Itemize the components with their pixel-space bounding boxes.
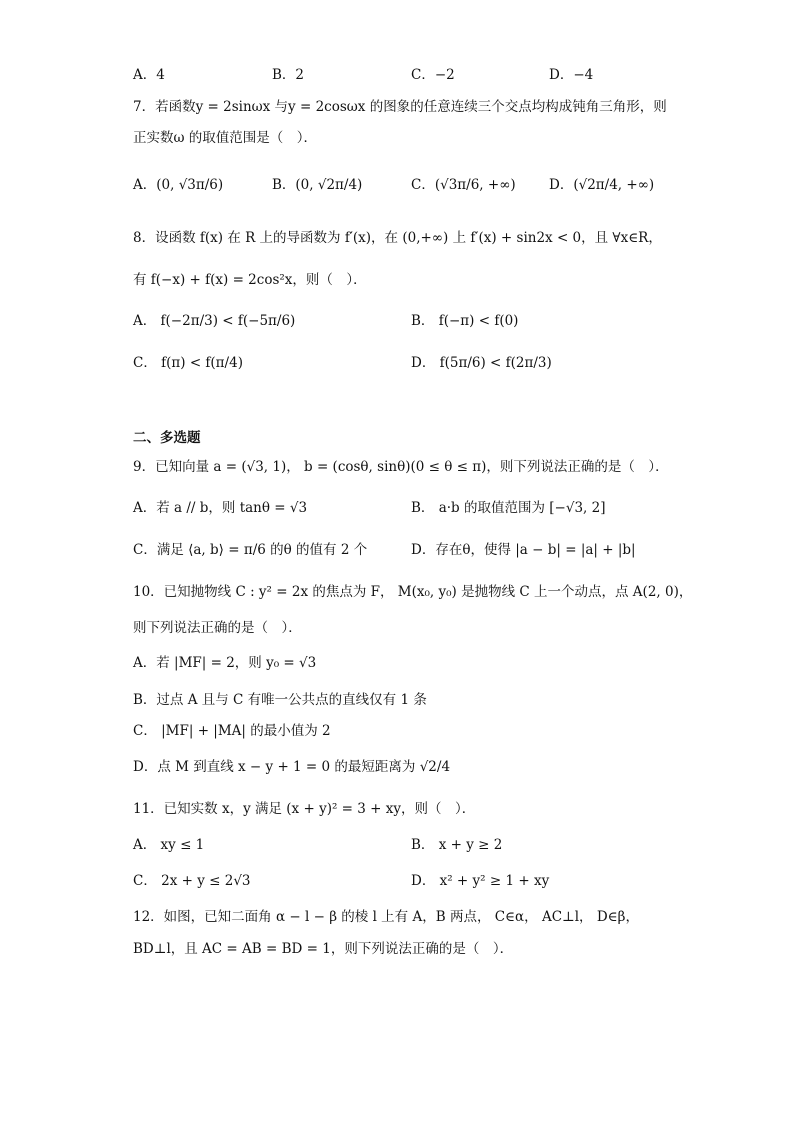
q12-stem-line1: 12．如图，已知二面角 α − l − β 的棱 l 上有 A，B 两点， C∈α， AC⊥l， D∈β， bbox=[133, 909, 639, 925]
q8-option-a: A． f(−2π/3) < f(−5π/6) bbox=[133, 313, 296, 329]
q11-option-d: D． x² + y² ≥ 1 + xy bbox=[411, 873, 550, 889]
q11-option-c: C． 2x + y ≤ 2√3 bbox=[133, 873, 251, 889]
q10-stem-line2: 则下列说法正确的是（ ）． bbox=[133, 620, 302, 636]
q6-option-c: C．−2 bbox=[411, 67, 455, 83]
q9-stem-line1: 9．已知向量 a = (√3, 1)， b = (cosθ, sinθ)(0 ≤ θ ≤ π)，则下列说法正确的是（ ）． bbox=[133, 459, 669, 475]
q11-stem-line1: 11．已知实数 x，y 满足 (x + y)² = 3 + xy，则（ ）． bbox=[133, 801, 476, 817]
q10-stem-line1: 10．已知抛物线 C : y² = 2x 的焦点为 F， M(x₀, y₀) 是抛物线 C 上一个动点，点 A(2, 0)， bbox=[133, 584, 693, 600]
q7-option-c: C．(√3π/6, +∞) bbox=[411, 177, 516, 193]
q7-option-a: A．(0, √3π/6) bbox=[133, 177, 224, 193]
q8-option-d: D． f(5π/6) < f(2π/3) bbox=[411, 355, 552, 371]
section-title: 二、多选题 bbox=[133, 430, 201, 446]
q6-option-d: D．−4 bbox=[549, 67, 594, 83]
q11-option-a: A． xy ≤ 1 bbox=[133, 837, 205, 853]
q7-stem-line2: 正实数ω 的取值范围是（ ）． bbox=[133, 130, 318, 146]
q11-option-b: B． x + y ≥ 2 bbox=[411, 837, 503, 853]
q10-option-d: D．点 M 到直线 x − y + 1 = 0 的最短距离为 √2/4 bbox=[133, 759, 451, 775]
q8-option-c: C． f(π) < f(π/4) bbox=[133, 355, 243, 371]
q12-stem-line2: BD⊥l，且 AC = AB = BD = 1，则下列说法正确的是（ ）． bbox=[133, 941, 514, 957]
q7-option-d: D．(√2π/4, +∞) bbox=[549, 177, 655, 193]
q10-option-b: B．过点 A 且与 C 有唯一公共点的直线仅有 1 条 bbox=[133, 692, 427, 708]
q6-option-b: B．2 bbox=[272, 67, 305, 83]
q10-option-c: C． |MF| + |MA| 的最小值为 2 bbox=[133, 723, 331, 739]
q7-option-b: B．(0, √2π/4) bbox=[272, 177, 363, 193]
q9-option-b: B． a·b 的取值范围为 [−√3, 2] bbox=[411, 500, 606, 516]
q8-option-b: B． f(−π) < f(0) bbox=[411, 313, 519, 329]
q7-stem-line1: 7．若函数y = 2sinωx 与y = 2cosωx 的图象的任意连续三个交点均构成钝角三角形，则 bbox=[133, 99, 667, 115]
q9-option-c: C．满足 ⟨a, b⟩ = π/6 的θ 的值有 2 个 bbox=[133, 542, 368, 558]
q8-stem-line2: 有 f(−x) + f(x) = 2cos²x，则（ ）． bbox=[133, 272, 367, 288]
q8-stem-line1: 8．设函数 f(x) 在 R 上的导函数为 f′(x)，在 (0,+∞) 上 f′(x) + sin2x < 0，且 ∀x∈R， bbox=[133, 230, 662, 246]
q9-option-a: A．若 a // b，则 tanθ = √3 bbox=[133, 500, 308, 516]
q10-option-a: A．若 |MF| = 2，则 y₀ = √3 bbox=[133, 655, 317, 671]
q6-option-a: A．4 bbox=[133, 67, 165, 83]
q9-option-d: D．存在θ，使得 |a − b| = |a| + |b| bbox=[411, 542, 636, 558]
